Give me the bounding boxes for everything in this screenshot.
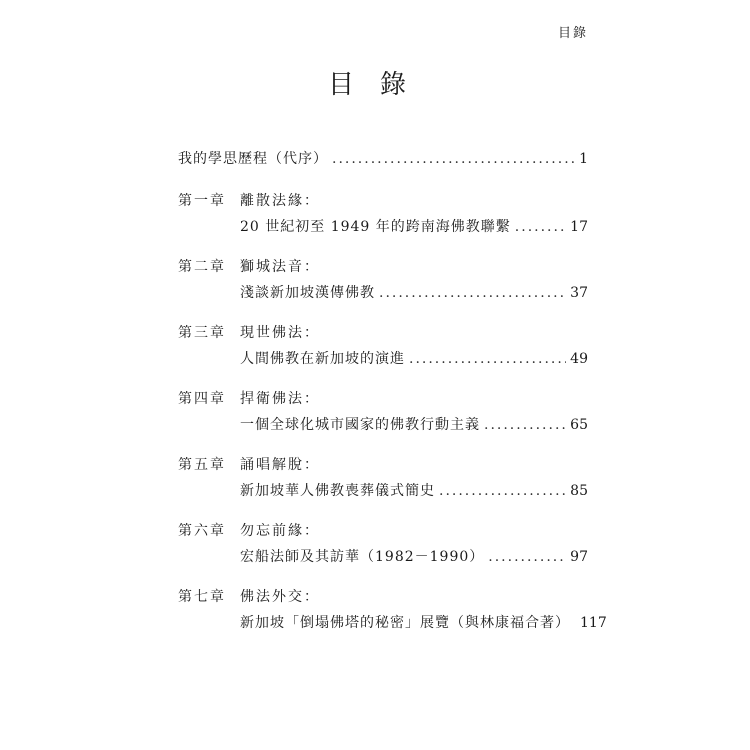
toc-chapter-3 xyxy=(178,322,588,374)
chapter-title: 勿忘前緣： xyxy=(240,523,320,539)
toc-page-number: 37 xyxy=(570,285,588,301)
dot-leader xyxy=(439,483,566,499)
chapter-title: 佛法外交： xyxy=(240,589,320,605)
toc-chapter-7 xyxy=(178,586,607,638)
chapter-title: 捍衛佛法： xyxy=(240,391,320,407)
toc-page-number: 65 xyxy=(570,417,588,433)
toc-entry-label: 我的學思歷程（代序） xyxy=(178,151,328,167)
dot-leader xyxy=(332,151,575,167)
toc-chapter-2 xyxy=(178,256,588,308)
dot-leader xyxy=(379,285,566,301)
chapter-subtitle: 20 世紀初至 1949 年的跨南海佛教聯繫 xyxy=(240,219,511,235)
toc-chapter-5 xyxy=(178,454,588,506)
dot-leader xyxy=(409,351,566,367)
chapter-subtitle: 人間佛教在新加坡的演進 xyxy=(240,351,405,367)
chapter-number: 第五章 xyxy=(178,457,226,473)
toc-entry-preface xyxy=(178,148,588,174)
chapter-title: 現世佛法： xyxy=(240,325,320,341)
toc-page-number: 97 xyxy=(570,549,588,565)
chapter-number: 第六章 xyxy=(178,523,226,539)
toc-page-number: 117 xyxy=(580,615,607,631)
toc-chapter-6 xyxy=(178,520,588,572)
running-head: 目錄 xyxy=(557,26,588,41)
chapter-subtitle: 一個全球化城市國家的佛教行動主義 xyxy=(240,417,480,433)
chapter-number: 第一章 xyxy=(178,193,226,209)
chapter-title: 獅城法音： xyxy=(240,259,320,275)
toc-page-number: 85 xyxy=(570,483,588,499)
dot-leader xyxy=(515,219,566,235)
page-title: 目錄 xyxy=(327,70,432,100)
toc-page-number: 49 xyxy=(570,351,588,367)
table-of-contents xyxy=(178,148,607,652)
chapter-title: 離散法緣： xyxy=(240,193,320,209)
chapter-title: 誦唱解脫： xyxy=(240,457,320,473)
chapter-number: 第三章 xyxy=(178,325,226,341)
chapter-number: 第七章 xyxy=(178,589,226,605)
dot-leader xyxy=(484,417,566,433)
toc-chapter-4 xyxy=(178,388,588,440)
chapter-subtitle: 新加坡華人佛教喪葬儀式簡史 xyxy=(240,483,435,499)
toc-page-number: 1 xyxy=(579,151,588,167)
toc-chapter-1 xyxy=(178,190,588,242)
chapter-subtitle: 新加坡「倒塌佛塔的秘密」展覽（與林康福合著） xyxy=(240,615,570,631)
chapter-number: 第二章 xyxy=(178,259,226,275)
chapter-subtitle: 宏船法師及其訪華（1982－1990） xyxy=(240,549,485,565)
chapter-number: 第四章 xyxy=(178,391,226,407)
chapter-subtitle: 淺談新加坡漢傳佛教 xyxy=(240,285,375,301)
toc-page-number: 17 xyxy=(570,219,588,235)
dot-leader xyxy=(488,549,566,565)
